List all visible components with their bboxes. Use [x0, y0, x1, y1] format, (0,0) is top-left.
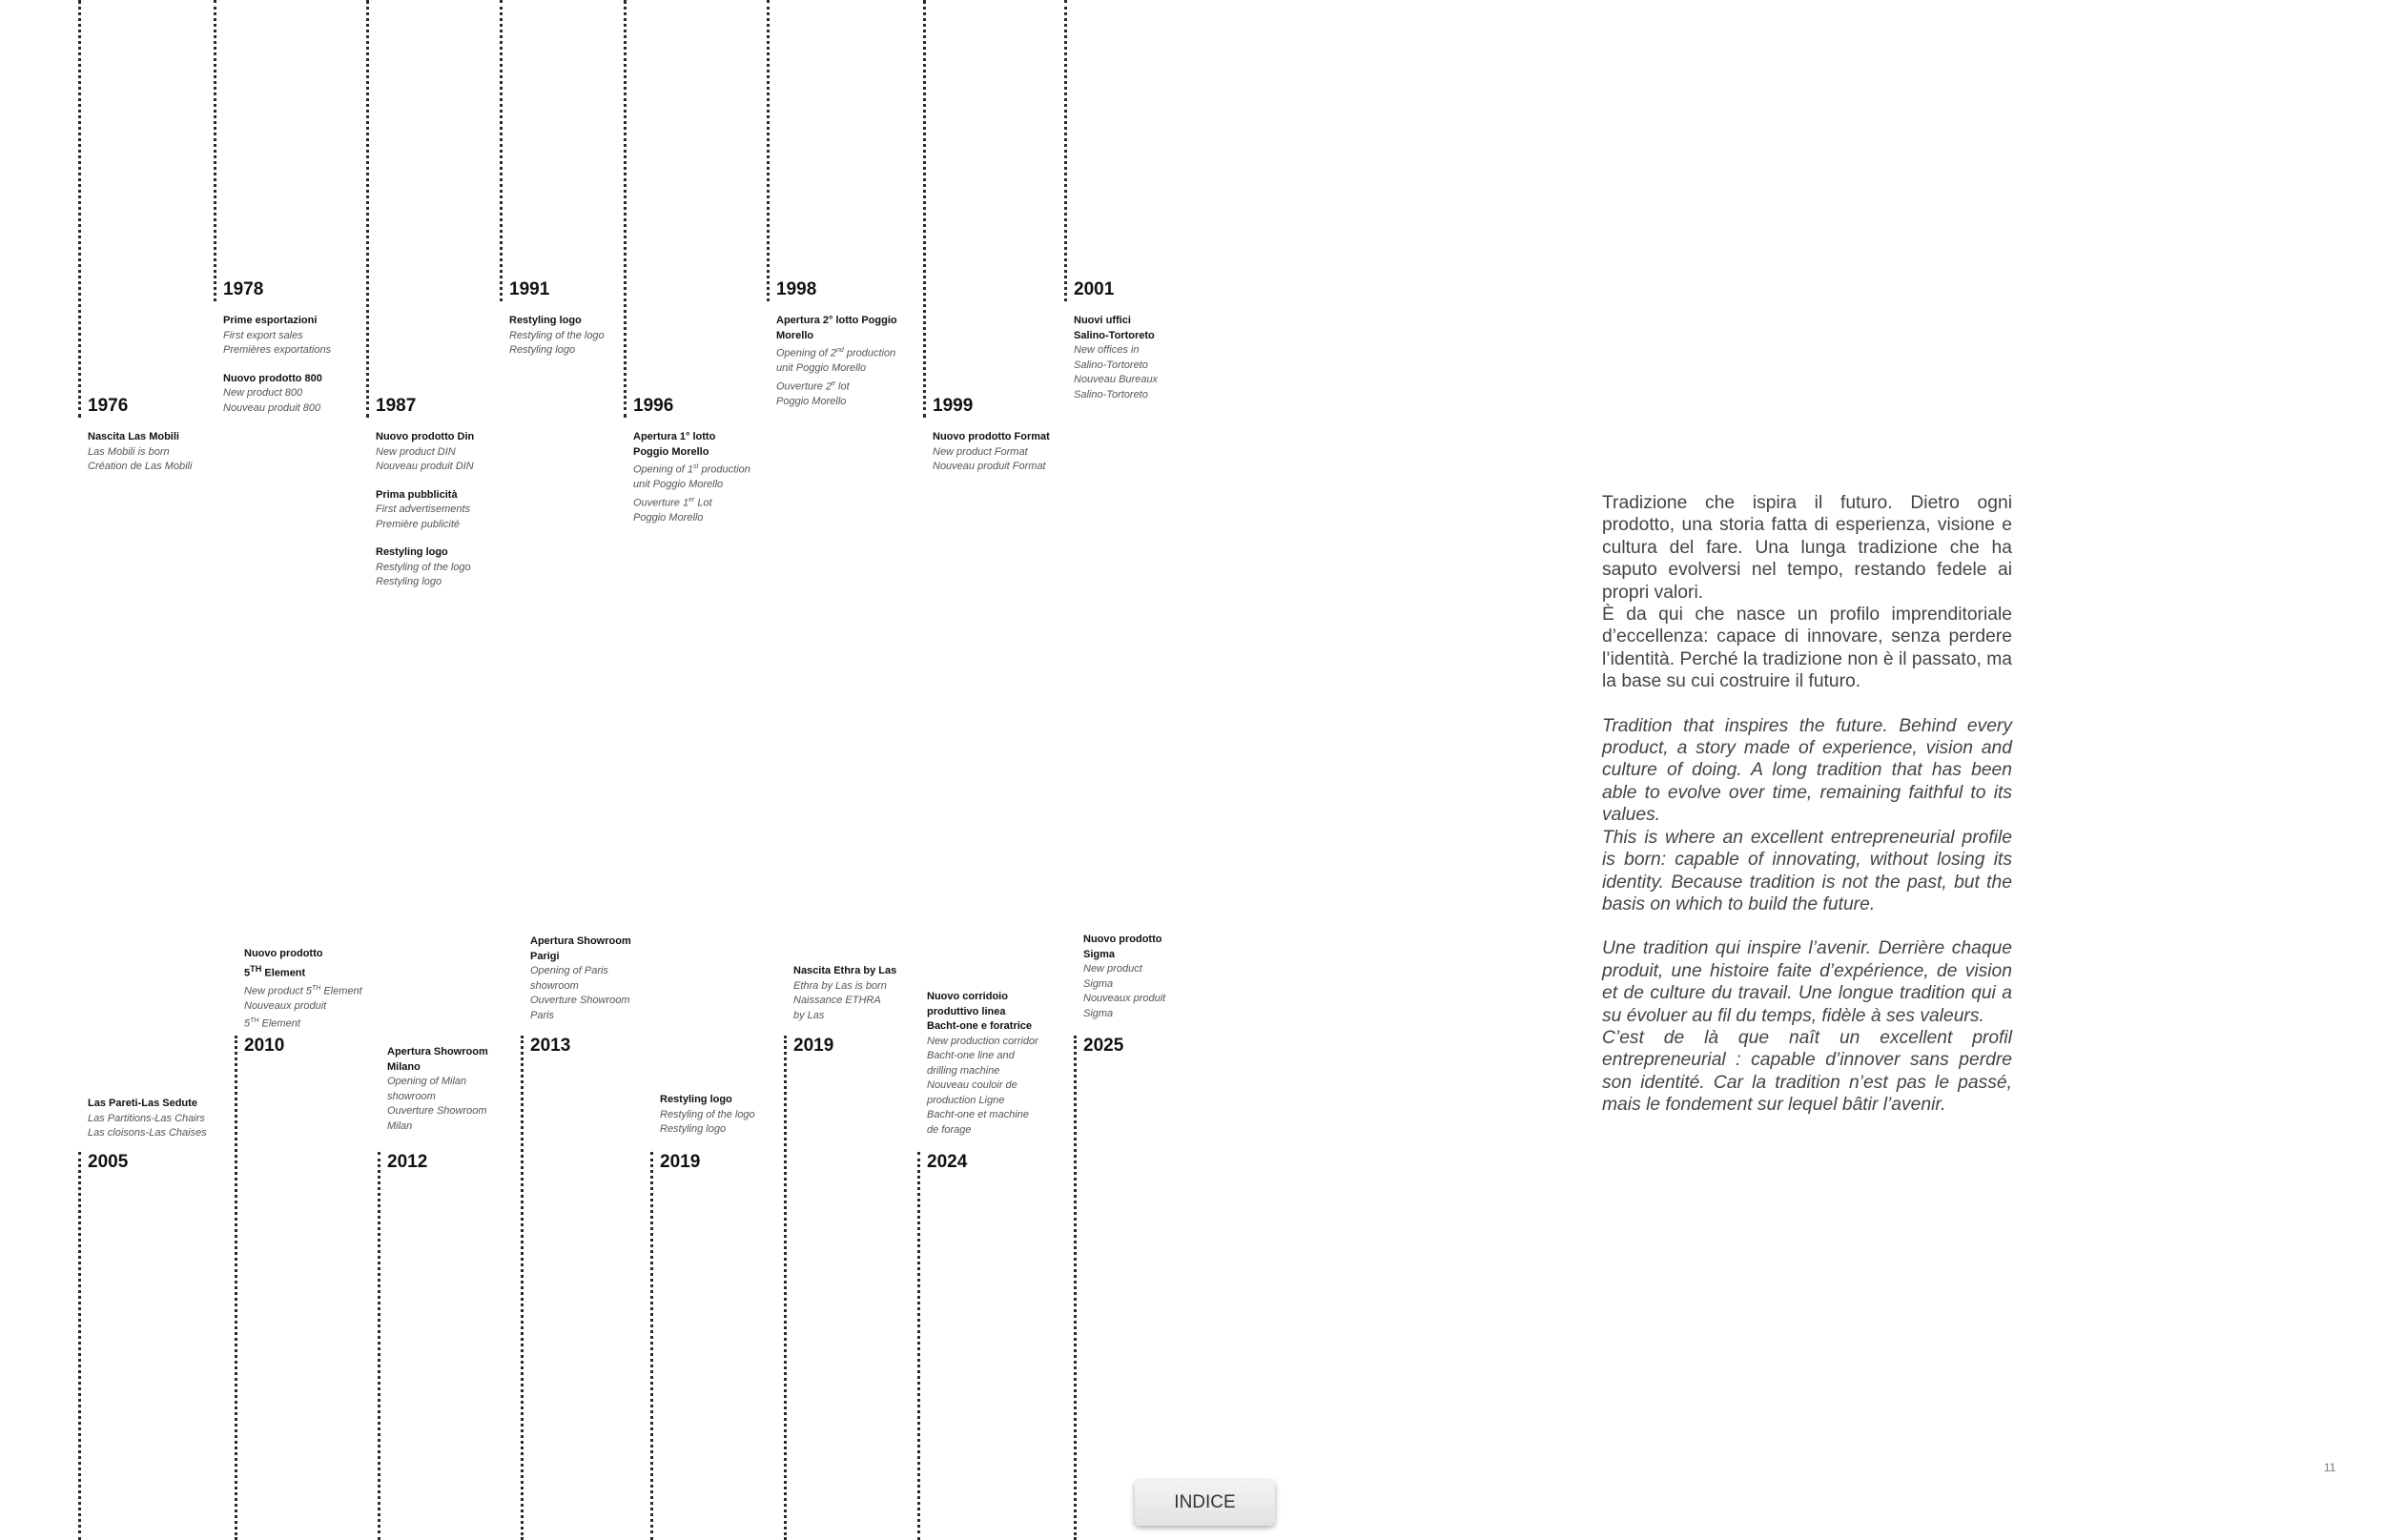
event-title: Apertura Showroom Parigi [530, 935, 631, 962]
timeline-bottom-line [521, 1036, 524, 1540]
event-title: Nuovo corridoio produttivo linea Bacht-one e foratrice [927, 991, 1033, 1032]
timeline-top-line [767, 0, 770, 301]
event-title: Apertura Showroom Milano [387, 1046, 488, 1073]
timeline-bottom-year: 2013 [530, 1036, 571, 1056]
event-translation: Las cloisons-Las Chaises [88, 1127, 207, 1139]
timeline-bottom-events [530, 934, 631, 1037]
event-translation: Restyling of the logo [376, 561, 471, 573]
timeline-bottom-events [927, 990, 1038, 1151]
event-translation: Las Partitions-Las Chairs [88, 1112, 205, 1124]
event-item [633, 430, 750, 525]
timeline-top-line [500, 0, 503, 301]
timeline-bottom-year: 2005 [88, 1152, 129, 1172]
timeline-bottom-line [235, 1036, 237, 1540]
event-item [793, 964, 896, 1023]
timeline-top-events [776, 314, 897, 422]
event-translation: Naissance ETHRA by Las [793, 995, 881, 1021]
event-translation: Première publicité [376, 518, 461, 530]
event-translation: Restyling logo [660, 1123, 727, 1135]
timeline-bottom-events [660, 1093, 755, 1151]
intro-text-english: Tradition that inspires the future. Behind every product, a story made of experience, vision and culture of doing. A long tradition that has been able to evolve over time, remaining faithful to its values. This is where an excellent entrepreneurial profile is born: capable of innovating, without losing its identity. Because tradition is not the past, but the basis on which to build the future. [1602, 715, 2012, 914]
event-item [376, 545, 474, 590]
event-title: Apertura 1° lotto Poggio Morello [633, 431, 716, 458]
timeline-bottom-year: 2019 [660, 1152, 701, 1172]
event-item [88, 1097, 207, 1141]
event-translation: New product 5TH Element [244, 984, 362, 997]
event-title: Nuovo prodotto Sigma [1083, 934, 1162, 960]
event-title: Nascita Ethra by Las [793, 965, 897, 976]
event-translation: Opening of 2nd production unit Poggio Morello [776, 347, 896, 375]
timeline-bottom-events [244, 947, 362, 1045]
event-translation: New offices in Salino-Tortoreto [1074, 344, 1148, 371]
timeline-top-year: 1999 [933, 396, 974, 416]
event-translation: Nouveau produit 800 [223, 401, 321, 414]
event-translation: New production corridor Bacht-one line and drilling machine [927, 1035, 1038, 1077]
event-translation: Nouveau produit Format [933, 461, 1046, 472]
event-translation: New product Sigma [1083, 963, 1142, 990]
event-title: Nascita Las Mobili [88, 431, 179, 442]
timeline-bottom-line [650, 1152, 653, 1540]
timeline-bottom-year: 2010 [244, 1036, 285, 1056]
event-translation: Restyling logo [509, 344, 576, 356]
page-number: 11 [2324, 1461, 2336, 1474]
event-item [776, 314, 897, 409]
event-item [376, 488, 474, 533]
event-translation: Ouverture Showroom Paris [530, 995, 630, 1021]
event-translation: Opening of Milan showroom [387, 1076, 467, 1102]
event-title: Apertura 2° lotto Poggio Morello [776, 315, 897, 341]
event-translation: Ouverture 1er Lot Poggio Morello [633, 496, 712, 524]
event-translation: Ouverture Showroom Milan [387, 1105, 487, 1132]
timeline-bottom-events [1083, 933, 1165, 1035]
event-title: Las Pareti-Las Sedute [88, 1098, 197, 1109]
event-translation: Nouveau couloir de production Ligne Bacht-one et machine de forage [927, 1079, 1030, 1136]
event-title: Restyling logo [376, 546, 448, 558]
timeline-top-year: 1976 [88, 396, 129, 416]
event-title: Nuovo prodotto Din [376, 431, 475, 442]
event-translation: Restyling logo [376, 576, 442, 587]
event-translation: New product Format [933, 445, 1028, 458]
timeline-top-year: 1996 [633, 396, 674, 416]
timeline-top-events [223, 314, 331, 429]
event-translation: Premières exportations [223, 344, 332, 356]
event-item [530, 934, 631, 1023]
event-title: Prima pubblicità [376, 488, 458, 501]
event-item [223, 372, 331, 417]
event-item [927, 990, 1038, 1138]
event-item [933, 430, 1050, 475]
timeline-bottom-events [793, 964, 896, 1037]
event-translation: Opening of 1st production unit Poggio Morello [633, 463, 750, 491]
event-title: Restyling logo [660, 1094, 732, 1105]
indice-button[interactable]: INDICE [1135, 1480, 1275, 1526]
timeline-bottom-year: 2012 [387, 1152, 428, 1172]
event-title: Prime esportazioni [223, 315, 318, 326]
timeline-top-line [78, 0, 81, 418]
timeline-top-line [214, 0, 216, 301]
event-item [660, 1093, 755, 1138]
timeline-top-events [509, 314, 605, 372]
event-translation: Las Mobili is born [88, 445, 170, 458]
event-item [376, 430, 474, 475]
timeline-bottom-line [1074, 1036, 1077, 1540]
event-item [387, 1045, 488, 1134]
timeline-top-line [624, 0, 627, 418]
event-translation: First export sales [223, 329, 303, 341]
intro-text-french: Une tradition qui inspire l’avenir. Derrière chaque produit, une histoire faite d’expérience, de vision et de culture du travail. Une longue tradition qui a su évoluer au fil du temps, fidèle à ses valeurs. C’est de là que naît un excellent profil entrepreneurial : capable d’innover sans perdre son identité. Car la tradition n’est pas le passé, mais le fondement sur lequel bâtir l’avenir. [1602, 938, 2012, 1116]
timeline-bottom-line [784, 1036, 787, 1540]
event-item [1074, 314, 1158, 402]
timeline-bottom-year: 2019 [793, 1036, 834, 1056]
timeline-top-year: 1987 [376, 396, 417, 416]
timeline-bottom-line [378, 1152, 380, 1540]
timeline-top-events [933, 430, 1050, 488]
event-item [244, 947, 362, 1032]
timeline-top-year: 2001 [1074, 279, 1115, 299]
event-title: Nuovo prodotto 5TH Element [244, 948, 323, 979]
event-translation: Création de Las Mobili [88, 461, 193, 472]
event-title: Nuovo prodotto 800 [223, 372, 322, 384]
timeline-bottom-events [88, 1097, 207, 1155]
timeline-bottom-year: 2025 [1083, 1036, 1124, 1056]
event-translation: Restyling of the logo [509, 329, 605, 341]
timeline-top-line [366, 0, 369, 418]
event-translation: New product DIN [376, 445, 456, 458]
timeline-top-events [633, 430, 750, 539]
timeline-bottom-line [78, 1152, 81, 1540]
event-translation: Nouveau produit DIN [376, 461, 474, 472]
event-item [88, 430, 192, 475]
event-translation: Ethra by Las is born [793, 979, 887, 992]
event-translation: Ouverture 2e lot Poggio Morello [776, 380, 850, 407]
event-translation: Nouveaux produit Sigma [1083, 993, 1166, 1019]
timeline-top-year: 1991 [509, 279, 550, 299]
event-title: Restyling logo [509, 315, 582, 326]
event-translation: Nouveau Bureaux Salino-Tortoreto [1074, 374, 1159, 400]
event-item [509, 314, 605, 359]
event-translation: New product 800 [223, 387, 303, 399]
event-translation: First advertisements [376, 503, 471, 515]
timeline-top-events [1074, 314, 1158, 416]
event-title: Nuovo prodotto Format [933, 431, 1050, 442]
event-translation: Nouveaux produit 5TH Element [244, 999, 327, 1030]
event-translation: Restyling of the logo [660, 1108, 755, 1120]
timeline-bottom-events [387, 1045, 488, 1147]
event-translation: Opening of Paris showroom [530, 965, 608, 992]
event-item [1083, 933, 1165, 1021]
timeline-bottom-line [917, 1152, 920, 1540]
timeline-top-line [923, 0, 926, 418]
timeline-top-line [1064, 0, 1067, 301]
intro-text-italian: Tradizione che ispira il futuro. Dietro ogni prodotto, una storia fatta di esperienza, visione e cultura del fare. Una lunga tradizione che ha saputo evolversi nel tempo, restando fedele ai propri valori. È da qui che nasce un profilo imprenditoriale d’eccellenza: capace di innovare, senza perdere l’identità. Perché la tradizione non è il passato, ma la base su cui costruire il futuro. [1602, 493, 2012, 692]
event-item [223, 314, 331, 359]
timeline-top-year: 1978 [223, 279, 264, 299]
event-title: Nuovi uffici Salino-Tortoreto [1074, 315, 1155, 341]
intro-text [1602, 492, 2012, 1139]
timeline-top-events [88, 430, 192, 488]
timeline-bottom-year: 2024 [927, 1152, 968, 1172]
timeline-top-year: 1998 [776, 279, 817, 299]
timeline-top-events [376, 430, 474, 604]
